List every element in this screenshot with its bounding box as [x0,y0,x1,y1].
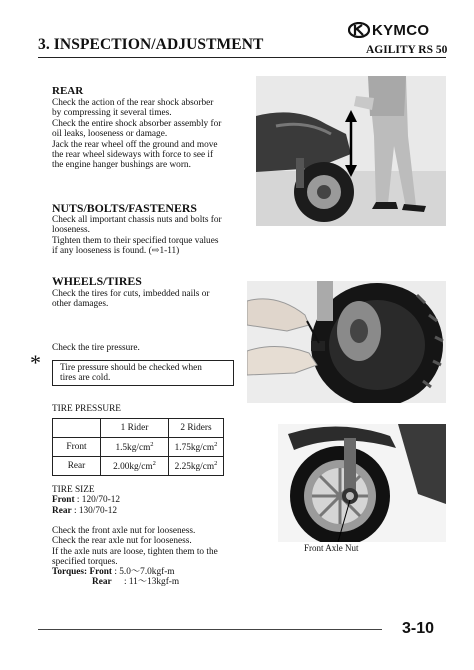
table-row [53,438,224,457]
tire-pressure-table [52,418,224,476]
front-axle-caption: Front Axle Nut [304,543,359,553]
tire-size-title: TIRE SIZE [52,485,95,495]
table-header-cell: 1 Rider [101,419,169,438]
table-cell: $1.75kg/cm^2$ [169,438,224,457]
nuts-text: Check all important chassis nuts and bolts for looseness. Tighten them to their specified torque values if any looseness is found. (⇨1-11) [52,215,222,257]
wheels-heading: WHEELS/TIRES [52,274,142,288]
brand-name: KYMCO [372,22,430,39]
table-cell: $2.00kg/cm^2$ [101,457,169,476]
table-header-row [53,419,224,438]
brand-logo [348,22,444,40]
torque-rear: Rear : 11～13kgf-m [92,577,180,588]
table-header-cell [53,419,101,438]
model-name: AGILITY RS 50 [366,44,448,56]
tire-inspection-photo [247,281,446,403]
torque-block [52,567,179,588]
wheels-text: Check the tires for cuts, imbedded nails or other damages. [52,289,210,310]
front-axle-photo [278,424,446,542]
table-cell: $2.25kg/cm^2$ [169,457,224,476]
nuts-heading: NUTS/BOLTS/FASTENERS [52,201,197,215]
rear-shock-photo [256,76,446,226]
pressure-check-text: Check the tire pressure. [52,343,140,353]
rear-text: Check the action of the rear shock absorber by compressing it several times. Check the entire shock absorber assembly for oil leaks, looseness or damage. Jack the rear wheel off the ground and move the rear wheel sideways with force to see if the engine hanger bushings are worn. [52,98,222,171]
tire-pressure-title: TIRE PRESSURE [52,404,121,414]
header-divider [38,57,446,58]
kymco-logo-icon [348,22,370,38]
note-text: Tire pressure should be checked when tires are cold. [60,363,202,384]
table-row [53,457,224,476]
tire-size-block [52,485,120,516]
chapter-title: 3. INSPECTION/ADJUSTMENT [38,36,264,53]
note-asterisk: * [30,350,41,375]
axle-text: Check the front axle nut for looseness. Check the rear axle nut for looseness. If the axle nuts are loose, tighten them to the specified torques. [52,526,218,568]
table-cell: Front [53,438,101,457]
tire-size-front: Front : 120/70-12 [52,495,121,506]
table-cell: $1.5kg/cm^2$ [101,438,169,457]
torque-front: Torques: Front : 5.0～7.0kgf-m [52,567,175,577]
table-cell: Rear [53,457,101,476]
page-number: 3-10 [402,620,435,637]
rear-heading: REAR [52,85,84,97]
footer-divider [38,629,382,630]
tire-size-rear: Rear : 130/70-12 [52,505,118,516]
table-header-cell: 2 Riders [169,419,224,438]
